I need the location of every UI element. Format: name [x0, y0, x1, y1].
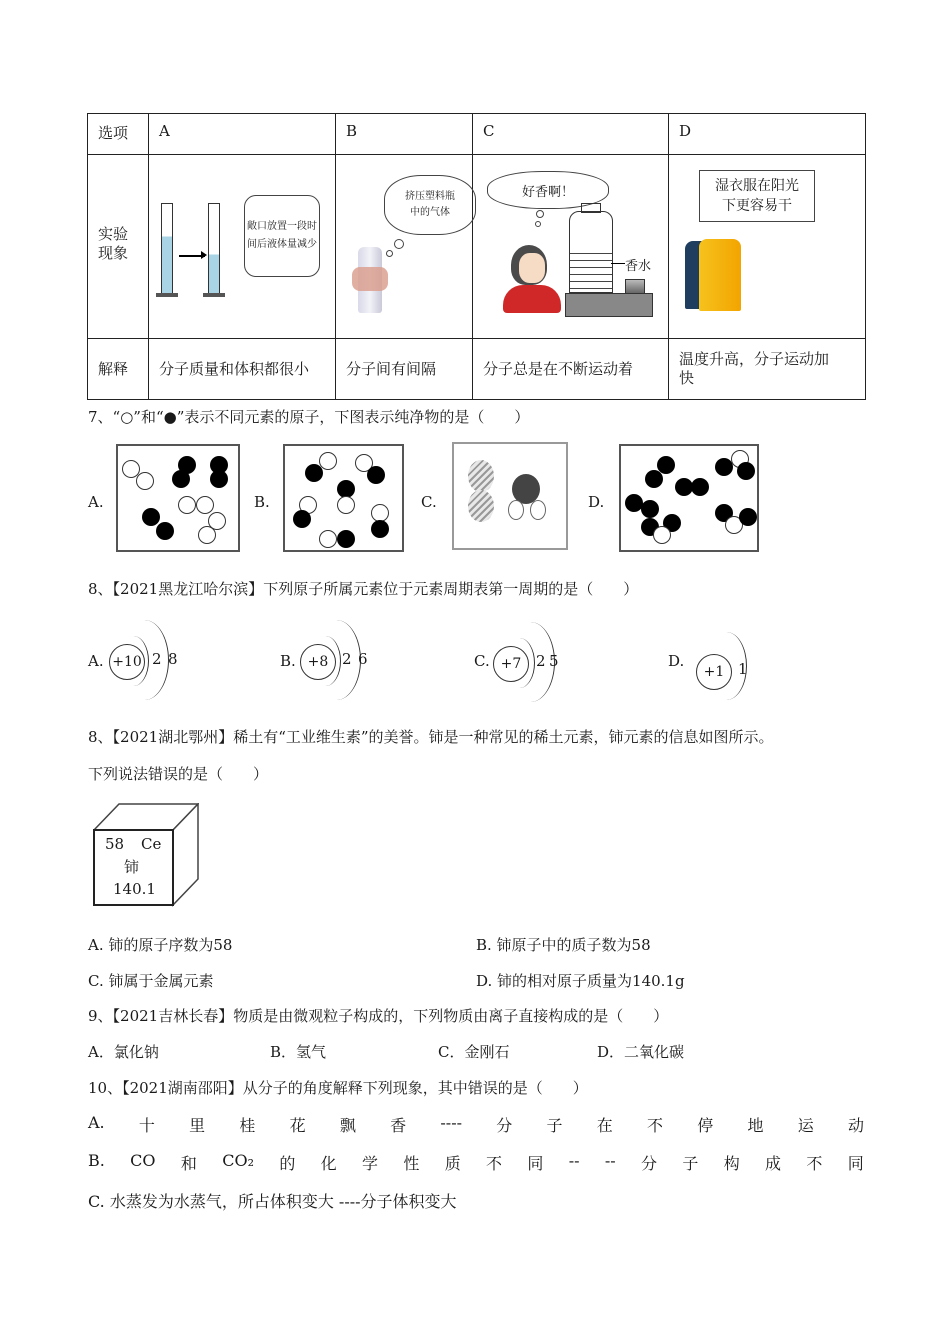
- q8b-option-b: B. 铈原子中的质子数为58: [476, 936, 651, 954]
- cell-d-image: [669, 155, 866, 339]
- explanation-d: 温度升高，分子运动加 快: [669, 339, 866, 400]
- q10-option-c: C. 水蒸发为水蒸气，所占体积变大 ----分子体积变大: [88, 1192, 457, 1211]
- q8a-option-d: D. +1 1: [668, 620, 768, 700]
- thought-cloud-c: 好香啊！: [487, 171, 609, 209]
- perfume-label: 香水: [625, 259, 652, 274]
- atomic-mass: 140.1: [113, 880, 156, 898]
- cell-a-image: [149, 155, 336, 339]
- row-label-explanation: 解释: [88, 339, 149, 400]
- header-a: A: [149, 114, 336, 155]
- q8a-stem: 8、【2021黑龙江哈尔滨】下列原子所属元素位于元素周期表第一周期的是（ ）: [88, 580, 639, 598]
- q7-option-c-label: C.: [421, 493, 437, 511]
- q7-option-c-diagram: [452, 442, 568, 550]
- q8b-stem-line2: 下列说法错误的是（ ）: [88, 765, 269, 783]
- q8a-option-c: C. +7 2 5: [474, 620, 574, 700]
- q8b-option-c: C. 铈属于金属元素: [88, 972, 214, 990]
- explanation-a: 分子质量和体积都很小: [149, 339, 336, 400]
- q6-table: [87, 113, 866, 400]
- q7-option-b-label: B.: [254, 493, 270, 511]
- row-label-phenomenon: 实验 现象: [88, 155, 149, 339]
- q9-option-a: A．氯化钠: [88, 1043, 159, 1061]
- q8b-stem-line1: 8、【2021湖北鄂州】稀土有“工业维生素”的美誉。铈是一种常见的稀土元素，铈元素的信息如图所示。: [88, 728, 774, 746]
- thought-cloud-b: 挤压塑料瓶 中的气体: [384, 175, 476, 235]
- cell-b-image: [336, 155, 473, 339]
- q8a-option-b: B. +8 2 6: [280, 620, 380, 700]
- atomic-number: 58: [105, 835, 125, 853]
- cylinder-after-icon: [208, 203, 220, 295]
- q10-option-a: A. 十 里 桂 花 飘 香 ---- 分 子 在 不 停 地 运 动: [88, 1113, 864, 1135]
- q9-option-d: D．二氧化碳: [597, 1043, 685, 1061]
- q9-option-c: C．金刚石: [438, 1043, 510, 1061]
- element-name: 铈: [124, 858, 140, 876]
- q9-stem: 9、【2021吉林长春】物质是由微观粒子构成的，下列物质由离子直接构成的是（ ）: [88, 1007, 669, 1025]
- q10-option-b: B. CO 和 CO₂ 的 化 学 性 质 不 同 -- -- 分 子 构 成 不 同: [88, 1151, 864, 1173]
- q7-option-d-diagram: [619, 444, 759, 552]
- header-option: 选项: [88, 114, 149, 155]
- header-d: D: [669, 114, 866, 155]
- cylinder-before-icon: [161, 203, 173, 295]
- q8b-option-a: A. 铈的原子序数为58: [88, 936, 233, 954]
- q10-stem: 10、【2021湖南邵阳】从分子的角度解释下列现象，其中错误的是（ ）: [88, 1079, 588, 1097]
- q8a-option-a: A. +10 2 8: [88, 620, 188, 700]
- nucleus-b: +8: [300, 644, 336, 680]
- speech-box-d: 湿衣服在阳光 下更容易干: [699, 170, 815, 222]
- q7-option-a-diagram: [116, 444, 240, 552]
- q7-option-d-label: D.: [588, 493, 605, 511]
- nucleus-a: +10: [109, 644, 145, 680]
- explanation-c: 分子总是在不断运动着: [473, 339, 669, 400]
- explanation-b: 分子间有间隔: [336, 339, 473, 400]
- q7-stem: 7、“○”和“●”表示不同元素的原子，下图表示纯净物的是（ ）: [88, 408, 530, 426]
- q9-option-b: B．氢气: [270, 1043, 327, 1061]
- q7-option-b-diagram: [283, 444, 404, 552]
- element-symbol: Ce: [141, 835, 162, 853]
- q8b-option-d: D. 铈的相对原子质量为140.1g: [476, 972, 685, 990]
- nucleus-d: +1: [696, 654, 732, 690]
- header-b: B: [336, 114, 473, 155]
- q7-option-a-label: A.: [88, 493, 104, 511]
- cell-c-image: [473, 155, 669, 339]
- nucleus-c: +7: [493, 646, 529, 682]
- header-c: C: [473, 114, 669, 155]
- callout-a: 敞口放置一段时 间后液体量减少: [244, 195, 320, 277]
- element-card-cerium: [93, 803, 199, 907]
